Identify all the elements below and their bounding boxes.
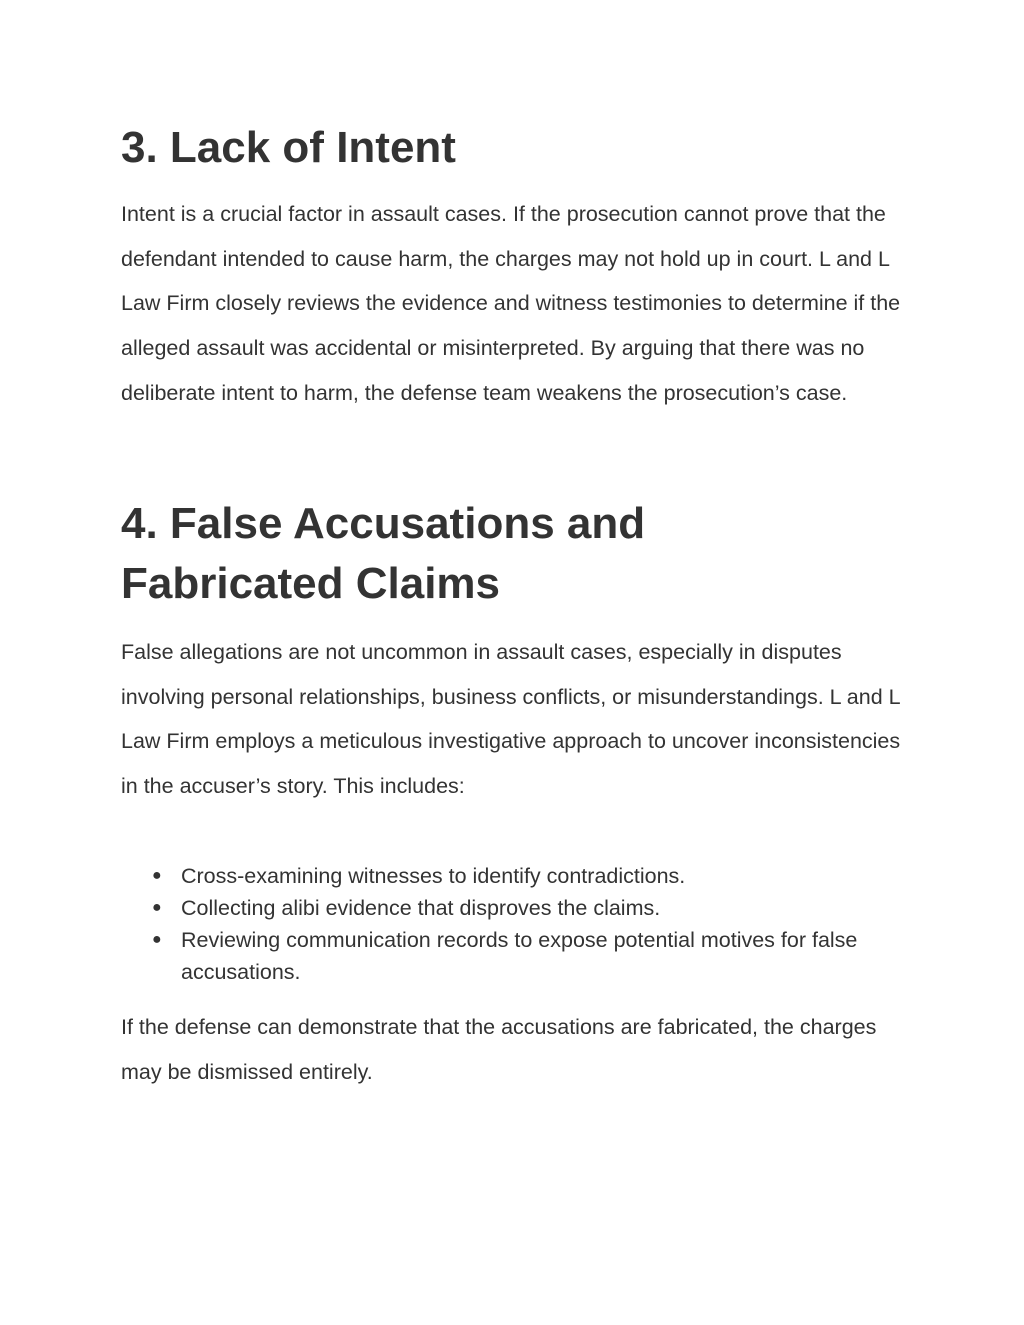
list-item	[121, 860, 911, 892]
list-item-text: Cross-examining witnesses to identify contradictions.	[181, 864, 686, 888]
bullet-icon: ●	[152, 867, 162, 884]
bullet-list	[121, 860, 911, 988]
closing-paragraph: If the defense can demonstrate that the accusations are fabricated, the charges may be dismissed entirely.	[121, 1015, 877, 1084]
section-3-heading: 3. Lack of Intent	[121, 123, 456, 172]
list-item-text: Collecting alibi evidence that disproves the claims.	[181, 896, 661, 920]
list-item	[121, 892, 911, 924]
section-4-heading: 4. False Accusations and Fabricated Claims	[121, 499, 646, 608]
list-item	[121, 924, 911, 988]
section-3-paragraph: Intent is a crucial factor in assault cases. If the prosecution cannot prove that the defendant intended to cause harm, the charges may not hold up in court. L and L Law Firm closely reviews the evidence and witness testimonies to determine if the alleged assault was accidental or misinterpreted. By arguing that there was no deliberate intent to harm, the defense team weakens the prosecution’s case.	[121, 202, 901, 405]
bullet-icon: ●	[152, 899, 162, 916]
section-4-paragraph: False allegations are not uncommon in assault cases, especially in disputes involving personal relationships, business conflicts, or misunderstandings. L and L Law Firm employs a meticulous investigative approach to uncover inconsistencies in the accuser’s story. This includes:	[121, 640, 901, 799]
list-item-text: Reviewing communication records to expose potential motives for false accusations.	[181, 928, 858, 984]
bullet-icon: ●	[152, 931, 162, 948]
